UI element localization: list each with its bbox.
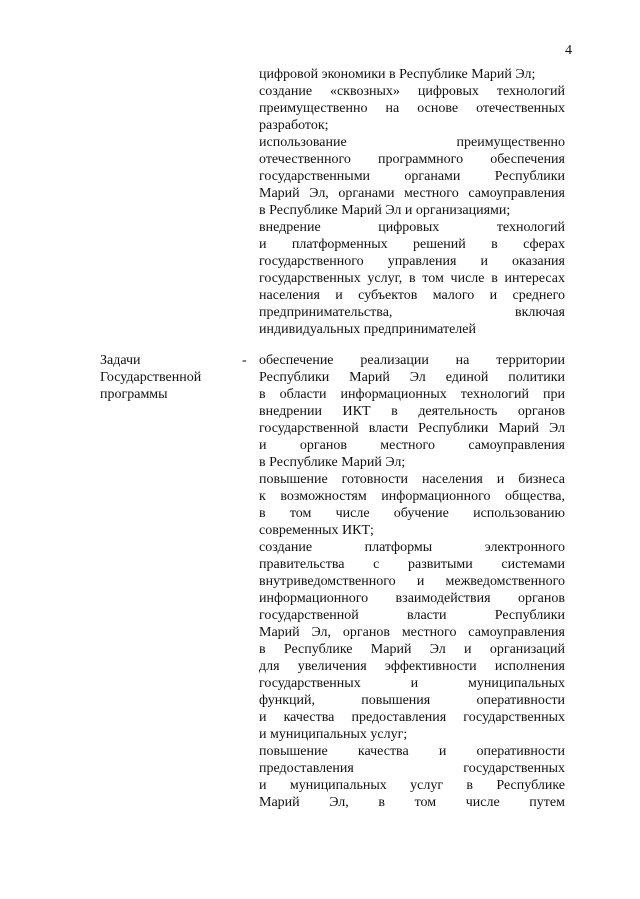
text-line: внедрение цифровых технологий xyxy=(259,220,565,235)
task-text-line: и качества предоставления государственных xyxy=(259,710,565,725)
page-number: 4 xyxy=(565,43,572,58)
text-line: предпринимательства, включая xyxy=(259,305,565,320)
task-text-line: функций, повышения оперативности xyxy=(259,693,565,708)
task-text-line: Республики Марий Эл единой политики xyxy=(259,370,565,385)
task-text-line: государственной власти Республики xyxy=(259,608,565,623)
text-line: Марий Эл, органами местного самоуправления xyxy=(259,186,565,201)
task-text-line: в Республике Марий Эл; xyxy=(259,455,406,470)
task-text-line: в Республике Марий Эл и организаций xyxy=(259,642,565,657)
label-separator-dash: - xyxy=(242,353,247,368)
task-text-line: Марий Эл, в том числе путем xyxy=(259,795,565,810)
tasks-label xyxy=(100,352,240,403)
text-line: индивидуальных предпринимателей xyxy=(259,322,476,337)
program-tasks-text xyxy=(259,352,565,811)
text-line: государственных услуг, в том числе в интересах xyxy=(259,271,565,286)
task-text-line: государственной власти Республики Марий Эл xyxy=(259,421,565,436)
task-text-line: информационного взаимодействия органов xyxy=(259,591,565,606)
tasks-label-line: Задачи xyxy=(100,353,141,368)
program-goals-continuation xyxy=(259,66,565,338)
task-text-line: внутриведомственного и межведомственного xyxy=(259,574,565,589)
task-text-line: повышение готовности населения и бизнеса xyxy=(259,472,565,487)
task-text-line: обеспечение реализации на территории xyxy=(259,353,565,368)
text-line: населения и субъектов малого и среднего xyxy=(259,288,565,303)
task-text-line: современных ИКТ; xyxy=(259,523,374,538)
task-text-line: правительства с развитыми системами xyxy=(259,557,565,572)
text-line: преимущественно на основе отечественных xyxy=(259,101,565,116)
task-text-line: и органов местного самоуправления xyxy=(259,438,565,453)
text-line: создание «сквозных» цифровых технологий xyxy=(259,84,565,99)
task-text-line: государственных и муниципальных xyxy=(259,676,565,691)
task-text-line: Марий Эл, органов местного самоуправления xyxy=(259,625,565,640)
task-text-line: для увеличения эффективности исполнения xyxy=(259,659,565,674)
task-text-line: повышение качества и оперативности xyxy=(259,744,565,759)
text-line: в Республике Марий Эл и организациями; xyxy=(259,203,511,218)
text-line: разработок; xyxy=(259,118,329,133)
task-text-line: в том числе обучение использованию xyxy=(259,506,565,521)
text-line: отечественного программного обеспечения xyxy=(259,152,565,167)
text-line: государственными органами Республики xyxy=(259,169,565,184)
task-text-line: к возможностям информационного общества, xyxy=(259,489,565,504)
task-text-line: внедрении ИКТ в деятельность органов xyxy=(259,404,565,419)
tasks-label-line: Государственной xyxy=(100,370,202,385)
tasks-label-line: программы xyxy=(100,387,168,402)
task-text-line: предоставления государственных xyxy=(259,761,565,776)
text-line: государственного управления и оказания xyxy=(259,254,565,269)
task-text-line: и муниципальных услуг в Республике xyxy=(259,778,565,793)
task-text-line: и муниципальных услуг; xyxy=(259,727,408,742)
text-line: использование преимущественно xyxy=(259,135,565,150)
task-text-line: в области информационных технологий при xyxy=(259,387,565,402)
text-line: цифровой экономики в Республике Марий Эл; xyxy=(259,67,536,82)
text-line: и платформенных решений в сферах xyxy=(259,237,565,252)
task-text-line: создание платформы электронного xyxy=(259,540,565,555)
